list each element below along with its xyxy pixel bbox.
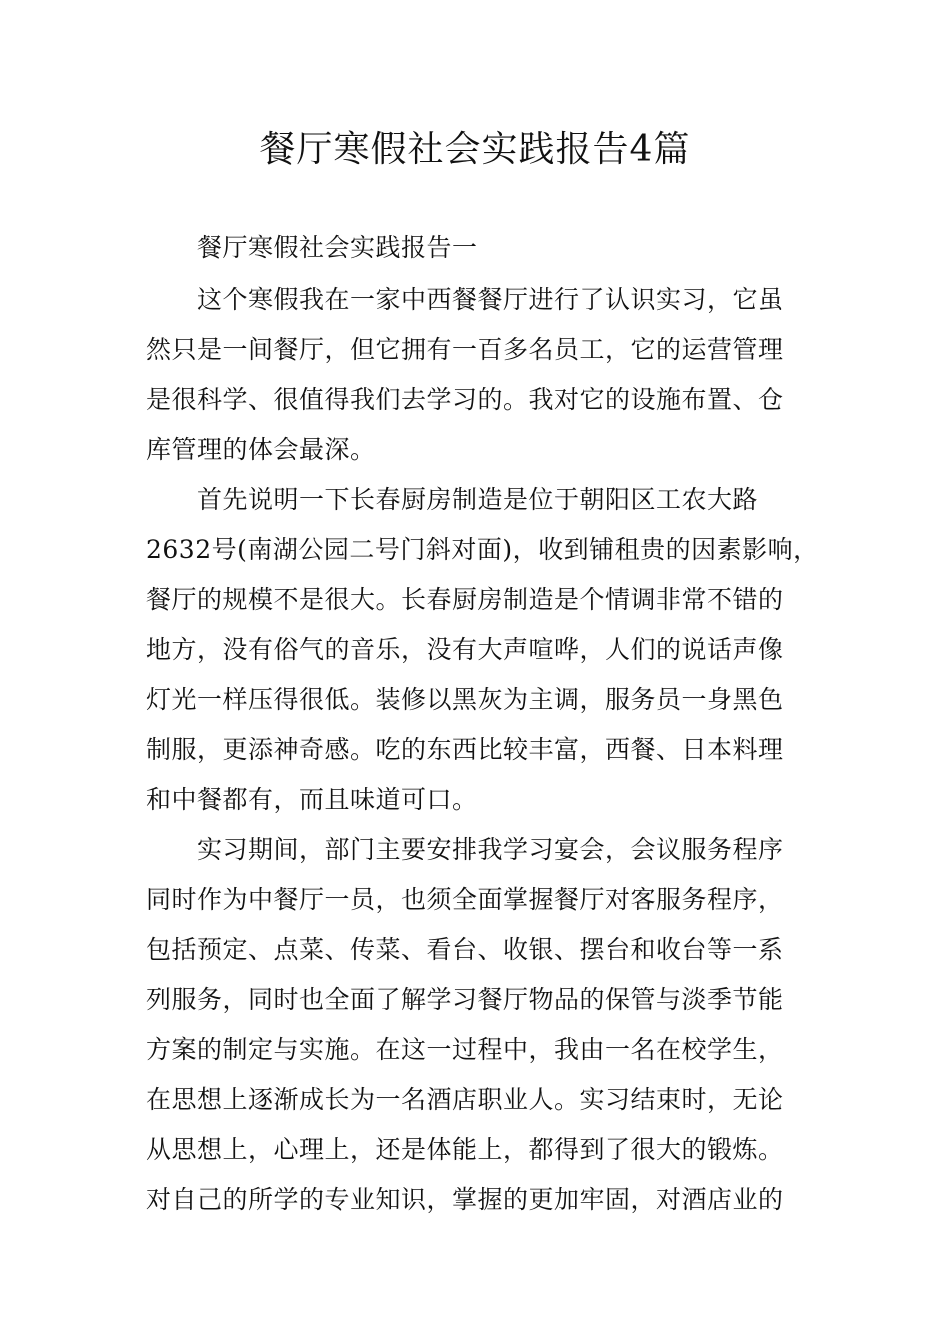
paragraph-line: 从思想上，心理上，还是体能上，都得到了很大的锻炼。 xyxy=(146,1135,784,1164)
section-heading: 餐厅寒假社会实践报告一 xyxy=(197,233,478,262)
paragraph-line: 餐厅的规模不是很大。长春厨房制造是个情调非常不错的 xyxy=(146,585,784,614)
paragraph-line: 实习期间，部门主要安排我学习宴会，会议服务程序 xyxy=(197,835,784,864)
paragraph-line: 包括预定、点菜、传菜、看台、收银、摆台和收台等一系 xyxy=(146,935,784,964)
paragraph-line: 方案的制定与实施。在这一过程中，我由一名在校学生， xyxy=(146,1035,784,1064)
paragraph-line: 灯光一样压得很低。装修以黑灰为主调，服务员一身黑色 xyxy=(146,685,784,714)
paragraph-line: 制服，更添神奇感。吃的东西比较丰富，西餐、日本料理 xyxy=(146,735,784,764)
paragraph-line: 在思想上逐渐成长为一名酒店职业人。实习结束时，无论 xyxy=(146,1085,784,1114)
paragraph-line: 同时作为中餐厅一员，也须全面掌握餐厅对客服务程序， xyxy=(146,885,784,914)
paragraph-line: 2632号(南湖公园二号门斜对面)，收到铺租贵的因素影响， xyxy=(146,535,819,564)
paragraph-line: 地方，没有俗气的音乐，没有大声喧哗，人们的说话声像 xyxy=(146,635,784,664)
paragraph-line: 是很科学、很值得我们去学习的。我对它的设施布置、仓 xyxy=(146,385,784,414)
paragraph-line: 首先说明一下长春厨房制造是位于朝阳区工农大路 xyxy=(197,485,759,514)
paragraph-line: 库管理的体会最深。 xyxy=(146,435,376,464)
paragraph-line: 对自己的所学的专业知识，掌握的更加牢固，对酒店业的 xyxy=(146,1185,784,1214)
paragraph-line: 和中餐都有，而且味道可口。 xyxy=(146,785,478,814)
paragraph-line: 然只是一间餐厅，但它拥有一百多名员工，它的运营管理 xyxy=(146,335,784,364)
document-title: 餐厅寒假社会实践报告4篇 xyxy=(259,129,691,170)
paragraph-line: 列服务，同时也全面了解学习餐厅物品的保管与淡季节能 xyxy=(146,985,784,1014)
paragraph-line: 这个寒假我在一家中西餐餐厅进行了认识实习，它虽 xyxy=(197,285,784,314)
